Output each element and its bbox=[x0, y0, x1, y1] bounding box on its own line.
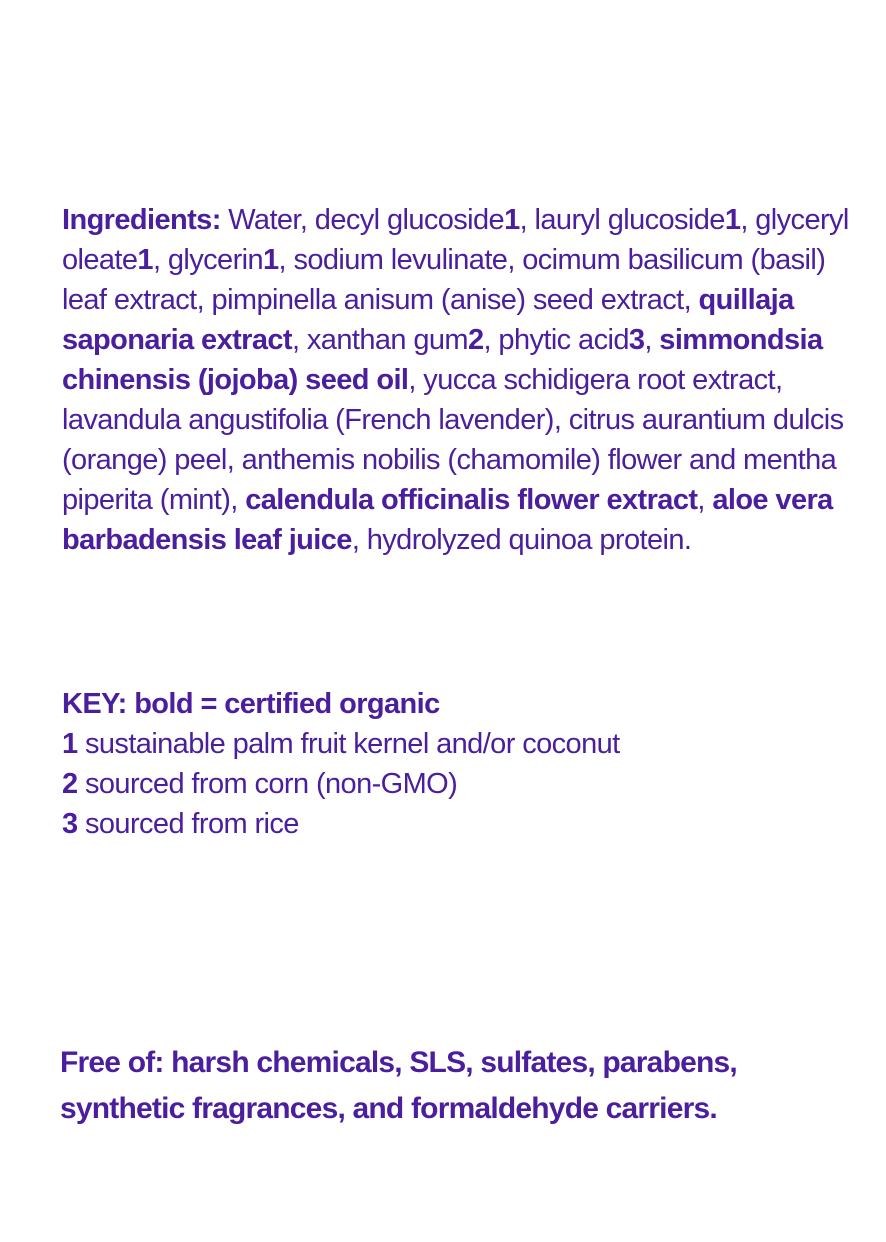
key-item bbox=[62, 724, 856, 764]
ingredient-run: Water, decyl glucoside bbox=[228, 204, 505, 236]
ingredient-run: , xanthan gum bbox=[291, 324, 468, 356]
ingredient-bold-run: 1 bbox=[504, 204, 520, 236]
key-item-text: sourced from rice bbox=[85, 808, 299, 840]
ingredient-run: , hydrolyzed quinoa protein. bbox=[351, 524, 692, 556]
ingredient-run: , glycerin bbox=[152, 244, 263, 276]
ingredients-paragraph bbox=[62, 200, 856, 560]
ingredient-run: , bbox=[697, 484, 713, 516]
ingredient-run: , bbox=[644, 324, 660, 356]
free-of-statement bbox=[60, 1040, 870, 1132]
key-list bbox=[62, 724, 856, 844]
ingredient-bold-run: 1 bbox=[724, 204, 741, 236]
ingredient-run: , glyceryl oleate bbox=[62, 204, 849, 276]
key-item-number: 2 bbox=[62, 768, 85, 800]
key-item-text: sourced from corn (non-GMO) bbox=[85, 768, 458, 800]
ingredient-bold-run: Ingredients: bbox=[62, 204, 229, 236]
free-of-line-2: synthetic fragrances, and formaldehyde carriers. bbox=[60, 1092, 717, 1125]
free-of-line-1: Free of: harsh chemicals, SLS, sulfates, parabens, bbox=[60, 1046, 737, 1079]
key-heading: KEY: bold = certified organic bbox=[62, 688, 440, 720]
key-section bbox=[62, 684, 856, 844]
ingredient-run: , phytic acid bbox=[483, 324, 629, 356]
key-item-number: 3 bbox=[62, 808, 85, 840]
ingredient-run: , lauryl glucoside bbox=[519, 204, 725, 236]
ingredient-run: , sodium levulinate, ocimum basilicum (basil) leaf extract, pimpinella anisum (anise) seed extract, bbox=[62, 244, 826, 316]
key-item-text: sustainable palm fruit kernel and/or coconut bbox=[85, 728, 620, 760]
ingredient-bold-run: 3 bbox=[628, 324, 645, 356]
ingredient-bold-run: 1 bbox=[263, 244, 279, 276]
key-item-number: 1 bbox=[62, 728, 85, 760]
ingredient-bold-run: aloe vera barbadensis leaf juice bbox=[62, 484, 833, 556]
ingredient-bold-run: simmondsia chinensis (jojoba) seed oil bbox=[62, 324, 823, 396]
ingredient-run: , yucca schidigera root extract, lavandula angustifolia (French lavender), citrus aurantium dulcis (orange) peel, anthemis nobilis (chamomile) flower and mentha piperita (mint), bbox=[62, 364, 844, 516]
key-item bbox=[62, 764, 856, 804]
ingredient-bold-run: 2 bbox=[467, 324, 484, 356]
ingredient-bold-run: 1 bbox=[137, 244, 153, 276]
ingredient-bold-run: quillaja saponaria extract bbox=[62, 284, 794, 356]
key-item bbox=[62, 804, 856, 844]
ingredient-bold-run: calendula officinalis flower extract bbox=[245, 484, 698, 516]
